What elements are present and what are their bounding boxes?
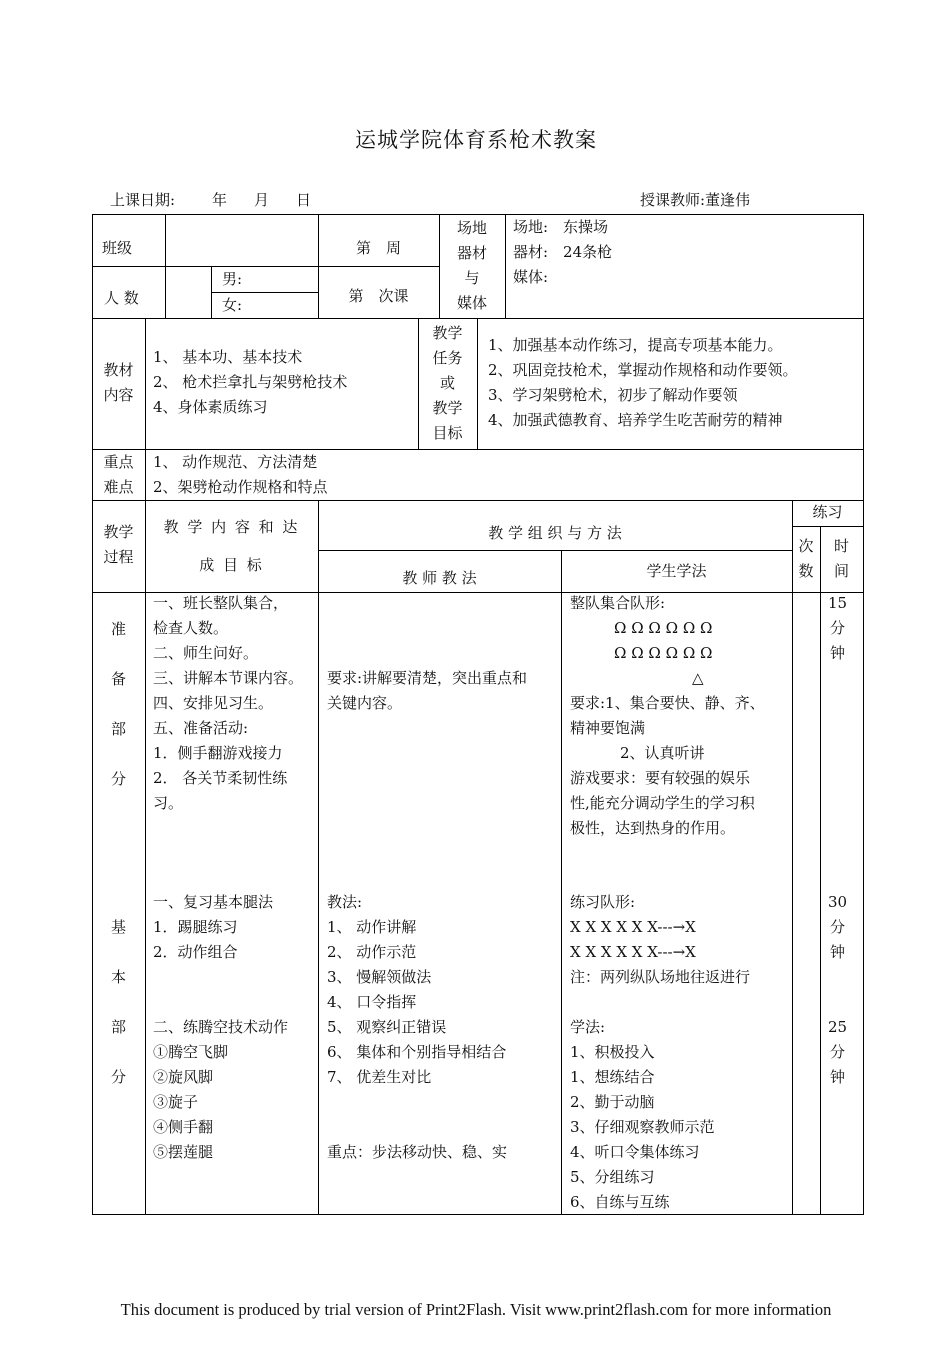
list-item: 1、 动作规范、方法清楚 [153, 453, 318, 471]
people-label: 人 数 [104, 289, 139, 307]
materials-label: 教材 内容 [103, 361, 134, 404]
list-item: 3、学习架劈枪术，初步了解动作要领 [488, 386, 738, 404]
basic-student: 练习队形: X X X X X X---→X X X X X X X---→X 注：两列纵队场地往返进行 学法: 1、积极投入 1、想练结合 2、勤于动脑 3、仔细观察教师示范 4、听口令集体练习 5、分组练习 6、自练与互练 [570, 893, 751, 1211]
student-method-label: 学生学法 [646, 562, 707, 580]
task-label: 教学 任务 或 教学 目标 [432, 324, 463, 442]
duration-label: 时 间 [833, 537, 849, 580]
basic-label-4: 分 [110, 1068, 126, 1086]
trial-footer: This document is produced by trial version of Print2Flash. Visit www.print2flash.com for more information [120, 1300, 832, 1319]
month-label: 月 [254, 191, 270, 209]
year-label: 年 [212, 191, 228, 209]
prep-student: 整队集合队形: Ω Ω Ω Ω Ω Ω Ω Ω Ω Ω Ω Ω △ 要求:1、集合要快、静、齐、 精神要饱满 2、认真听讲 游戏要求：要有较强的娱乐 性,能充分调动学生的学习积 极性，达到热身的作用。 [570, 594, 765, 837]
list-item: 1、 基本功、基本技术 [153, 348, 303, 366]
times-label: 次 数 [798, 537, 814, 580]
male-label: 男: [222, 270, 243, 288]
basic-label-3: 部 [110, 1018, 126, 1036]
class-label: 班级 [102, 239, 133, 257]
list-item: 1、加强基本动作练习，提高专项基本能力。 [488, 336, 783, 354]
media-value: 媒体: [513, 268, 549, 286]
method-label: 教 学 组 织 与 方 法 [488, 524, 622, 542]
basic-label-1: 基 [110, 918, 126, 936]
materials-list [153, 345, 347, 420]
basic-label-2: 本 [110, 968, 126, 986]
teacher-method-label: 教 师 教 法 [402, 569, 477, 587]
day-label: 日 [296, 191, 312, 209]
list-item: 2、架劈枪动作规格和特点 [153, 478, 328, 496]
content-label-line2: 成 目 标 [199, 556, 264, 574]
content-label-line1: 教 学 内 容 和 达 [163, 518, 300, 536]
prep-content: 一、班长整队集合， 检查人数。 二、师生问好。 三、讲解本节课内容。 四、安排见习生。 五、准备活动: 1．侧手翻游戏接力 2． 各关节柔韧性练 习。 [153, 594, 304, 812]
process-label: 教学 过程 [103, 523, 134, 566]
list-item: 2、 枪术拦拿扎与架劈枪技术 [153, 373, 348, 391]
female-label: 女: [222, 296, 243, 314]
prep-label-3: 部 [110, 720, 126, 738]
list-item: 2、巩固竞技枪术，掌握动作规格和动作要领。 [488, 361, 798, 379]
list-item: 4、身体素质练习 [153, 398, 268, 416]
basic-time-2: 25 分 钟 [827, 1018, 848, 1086]
prep-time: 15 分 钟 [827, 594, 848, 662]
practice-label: 练习 [812, 503, 843, 521]
week-label: 第 周 [355, 239, 401, 257]
prep-teacher: 要求:讲解要清楚，突出重点和 关键内容。 [327, 669, 528, 712]
teacher-name: 授课教师:董逢伟 [640, 191, 751, 209]
page-title: 运城学院体育系枪术教案 [355, 128, 597, 152]
venue-label: 场地 器材 与 媒体 [456, 219, 487, 312]
basic-teacher: 教法: 1、 动作讲解 2、 动作示范 3、 慢解领做法 4、 口令指挥 5、 观察纠正错误 6、 集体和个别指导相结合 7、 优差生对比 重点：步法移动快、稳、实 [327, 893, 508, 1161]
prep-label-2: 备 [110, 670, 126, 688]
list-item: 4、加强武德教育、培养学生吃苦耐劳的精神 [488, 411, 783, 429]
prep-label-1: 准 [110, 620, 126, 638]
date-label: 上课日期: [110, 191, 176, 209]
lesson-label: 第 次课 [348, 287, 409, 305]
venue-value: 场地: 东操场 [513, 218, 609, 236]
prep-label-4: 分 [110, 770, 126, 788]
equipment-value: 器材: 24条枪 [513, 243, 613, 261]
keypoints-label: 重点 难点 [103, 453, 134, 496]
basic-content: 一、复习基本腿法 1．踢腿练习 2．动作组合 二、练腾空技术动作 ①腾空飞脚 ②旋风脚 ③旋子 ④侧手翻 ⑤摆莲腿 [153, 893, 289, 1161]
task-list [488, 333, 798, 433]
keypoints-list [153, 450, 328, 500]
basic-time-1: 30 分 钟 [827, 893, 848, 961]
